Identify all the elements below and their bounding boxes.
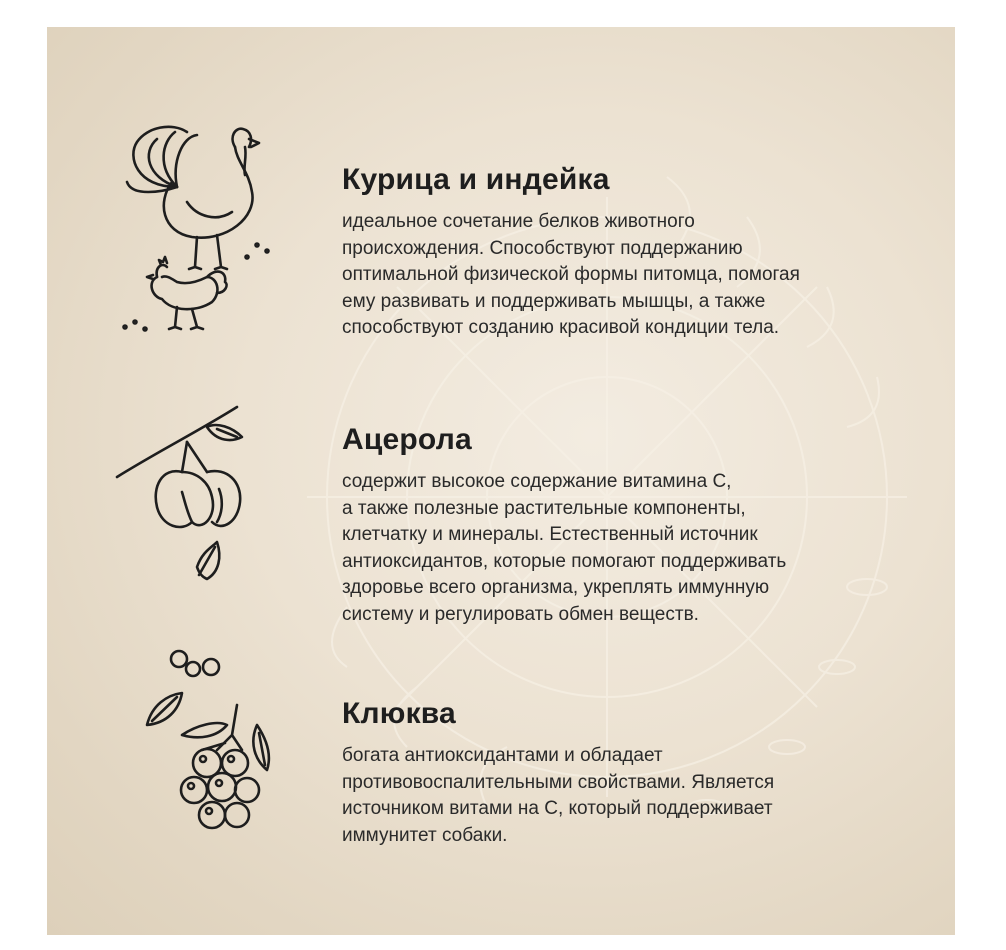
section-text	[342, 163, 902, 342]
section-description: идеальное сочетание белков животного происхождения. Способствуют поддержанию оптимальной физической формы питомца, помогая ему развивать и поддерживать мышцы, а также способствуют созданию красивой кондиции тела.	[342, 211, 800, 338]
cranberry-icon	[107, 645, 307, 845]
section-text	[342, 697, 902, 849]
section-text	[342, 423, 902, 628]
section-title: Ацерола	[342, 423, 472, 456]
section-description: содержит высокое содержание витамина С, а также полезные растительные компоненты, клетчатку и минералы. Естественный источник антиоксидантов, которые помогают поддерживать здоровье всего организма, укреплять иммунную систему и регулировать обмен веществ.	[342, 471, 787, 625]
section-description: богата антиоксидантами и обладает противовоспалительными свойствами. Является источником витами на С, который поддерживает иммунитет собаки.	[342, 745, 775, 846]
section-title: Курица и индейка	[342, 163, 610, 196]
turkey-and-chicken-icon	[117, 117, 287, 347]
ingredients-card	[47, 27, 955, 935]
acerola-icon	[107, 397, 307, 597]
section-title: Клюква	[342, 697, 456, 730]
